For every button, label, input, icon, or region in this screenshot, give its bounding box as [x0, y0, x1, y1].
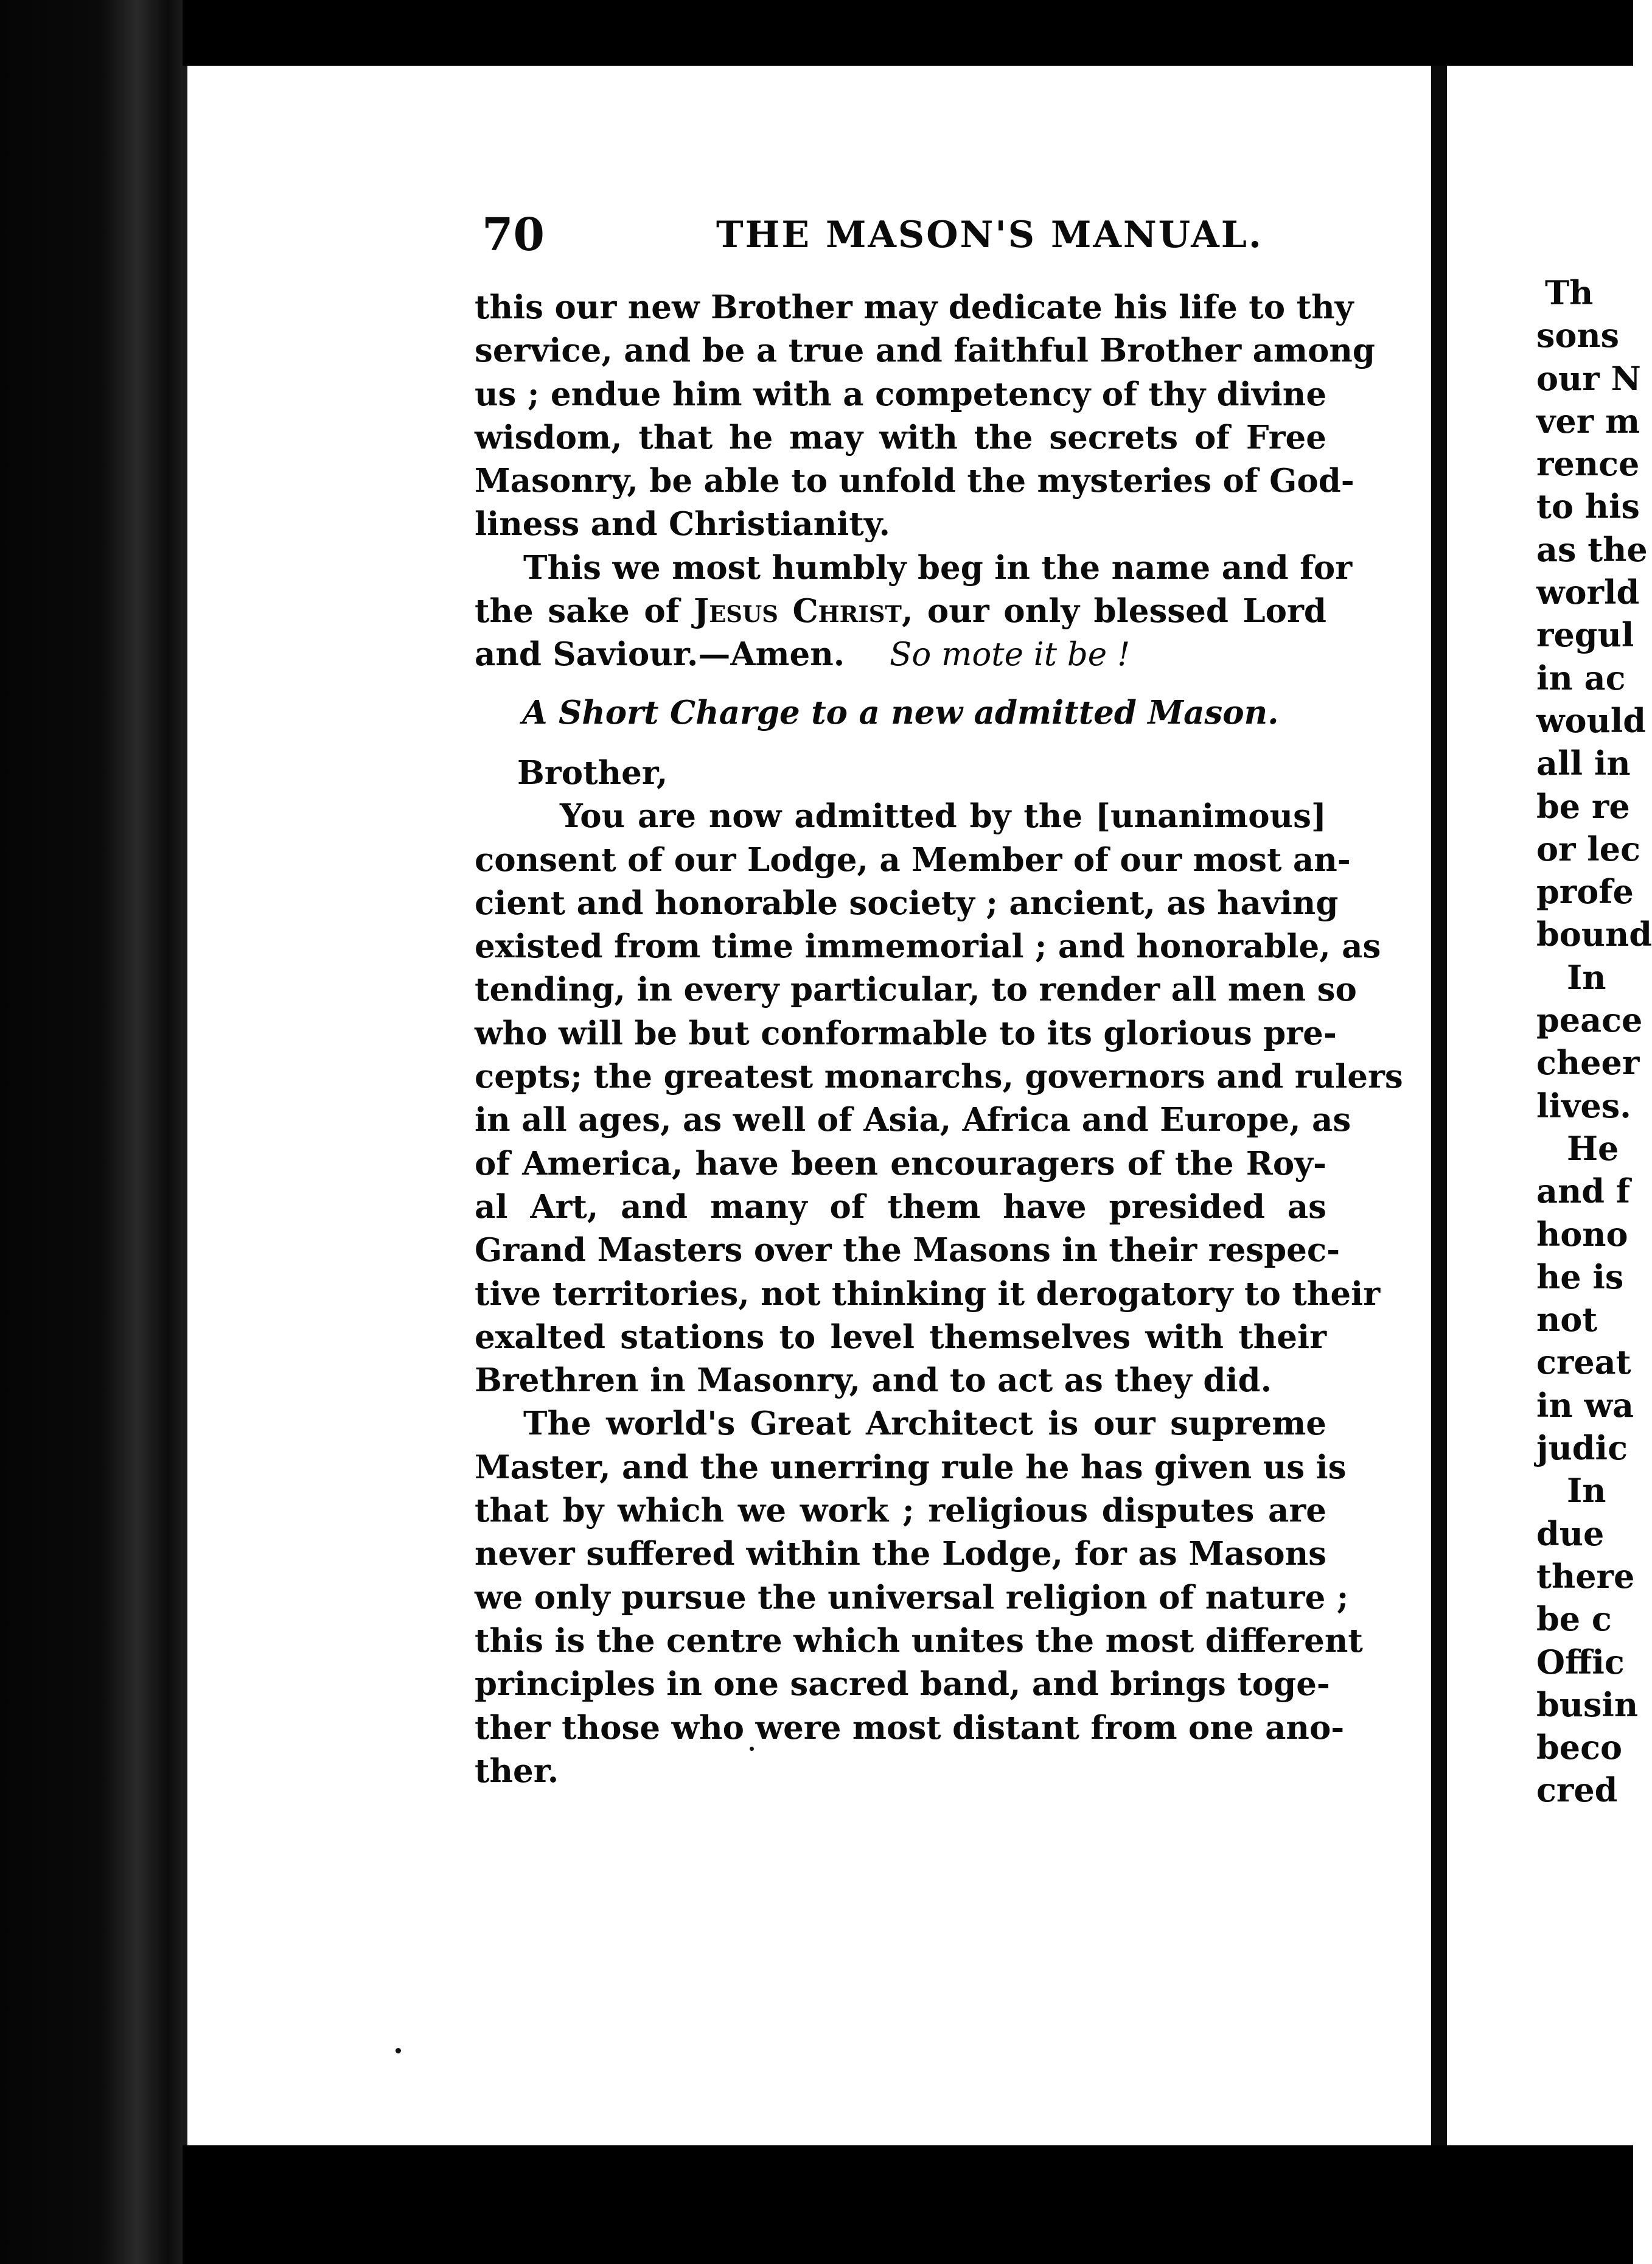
- facing-line: there: [1536, 1556, 1635, 1596]
- facing-line: not: [1536, 1300, 1598, 1340]
- facing-line: lives.: [1536, 1086, 1631, 1125]
- facing-line: he is: [1536, 1257, 1624, 1296]
- text-line: You are now admitted by the [unanimous]: [560, 797, 1326, 836]
- facing-line: Offic: [1536, 1642, 1625, 1682]
- text-line: wisdom, that he may with the secrets of Free: [475, 418, 1326, 456]
- text-line: [475, 633, 1326, 676]
- text-line: Brethren in Masonry, and to act as they did.: [475, 1361, 1272, 1400]
- ink-speck: [396, 2048, 401, 2053]
- text-line: This we most humbly beg in the name and for: [523, 548, 1353, 587]
- text-line: Master, and the unerring rule he has given us is: [475, 1448, 1347, 1486]
- text-line: in all ages, as well of Asia, Africa and Europe, as: [475, 1101, 1351, 1139]
- text-fragment: our only blessed Lord: [927, 592, 1326, 631]
- facing-line: in wa: [1536, 1385, 1634, 1425]
- text-line: exalted stations to level themselves with their: [475, 1318, 1326, 1356]
- text-line: we only pursue the universal religion of nature ;: [475, 1578, 1349, 1616]
- facing-line: In: [1567, 1471, 1606, 1511]
- text-line: this is the centre which unites the most different: [475, 1621, 1363, 1660]
- salutation: Brother,: [517, 753, 668, 792]
- facing-line: as the: [1536, 529, 1648, 569]
- facing-line: busin: [1536, 1685, 1639, 1724]
- text-line: service, and be a true and faithful Brother among: [475, 332, 1375, 370]
- prayer-closing: [475, 547, 1353, 677]
- text-fragment: and Saviour.—Amen.: [475, 635, 845, 674]
- main-text-block: [475, 286, 1403, 1793]
- text-line: tending, in every particular, to render all men so: [475, 971, 1357, 1009]
- text-line: who will be but conformable to its glorious pre-: [475, 1014, 1337, 1052]
- section-heading: A Short Charge to a new admitted Mason.: [522, 693, 1279, 732]
- book-gutter: [1431, 66, 1447, 2150]
- text-line: [475, 590, 1326, 633]
- text-line: ther those who were most distant from one ano-: [475, 1708, 1345, 1747]
- scan-bottom-border: [183, 2145, 1633, 2264]
- facing-line: world: [1536, 573, 1640, 612]
- facing-line: peace: [1536, 1001, 1643, 1040]
- facing-line: be re: [1536, 786, 1630, 826]
- facing-line: ver m: [1536, 401, 1640, 441]
- facing-line: our N: [1536, 358, 1641, 398]
- closing-italic: So mote it be !: [890, 636, 1131, 674]
- facing-line: cred: [1536, 1770, 1618, 1810]
- facing-page-text: [1536, 271, 1652, 1812]
- facing-line: creat: [1536, 1343, 1631, 1382]
- text-line: consent of our Lodge, a Member of our most an-: [475, 840, 1351, 879]
- facing-line: to his: [1536, 487, 1640, 526]
- scan-top-border: [183, 0, 1633, 73]
- facing-line: in ac: [1536, 658, 1626, 697]
- text-line: cient and honorable society ; ancient, as having: [475, 884, 1339, 922]
- charge-paragraph-2: [475, 1402, 1363, 1793]
- text-line: never suffered within the Lodge, for as Masons: [475, 1535, 1326, 1573]
- text-line: Masonry, be able to unfold the mysteries of God-: [475, 462, 1354, 500]
- text-line: that by which we work ; religious disputes are: [475, 1492, 1326, 1530]
- facing-line: cheer: [1536, 1043, 1640, 1083]
- facing-line: and f: [1536, 1172, 1631, 1211]
- page-number: 70: [482, 209, 545, 261]
- facing-line: He: [1567, 1128, 1619, 1168]
- book-binding-edge: [0, 0, 183, 2264]
- text-line: The world's Great Architect is our supreme: [523, 1405, 1326, 1443]
- text-line: existed from time immemorial ; and honorable, as: [475, 928, 1381, 966]
- text-line: liness and Christianity.: [475, 505, 890, 543]
- facing-line: or lec: [1536, 829, 1641, 868]
- facing-line: judic: [1536, 1428, 1628, 1468]
- running-head: [482, 211, 1322, 259]
- text-line: of America, have been encouragers of the Roy-: [475, 1144, 1326, 1183]
- text-line: us ; endue him with a competency of thy divine: [475, 375, 1327, 413]
- facing-line: profe: [1536, 872, 1634, 912]
- facing-line: would: [1536, 701, 1647, 740]
- charge-paragraph-1: [475, 795, 1403, 1402]
- facing-line: due: [1536, 1514, 1605, 1553]
- prayer-ending: [475, 286, 1375, 547]
- text-line: this our new Brother may dedicate his life to thy: [475, 288, 1354, 326]
- text-fragment: the sake of: [475, 592, 680, 631]
- facing-line: Th: [1545, 273, 1594, 312]
- facing-line: be c: [1536, 1599, 1612, 1639]
- name-small-caps: Jesus Christ,: [694, 592, 913, 631]
- facing-line: beco: [1536, 1728, 1623, 1767]
- facing-line: regul: [1536, 615, 1634, 655]
- text-line: Grand Masters over the Masons in their respec-: [475, 1231, 1340, 1270]
- running-title: THE MASON'S MANUAL.: [716, 214, 1263, 256]
- text-line: principles in one sacred band, and brings toge-: [475, 1665, 1330, 1703]
- facing-line: all in: [1536, 744, 1631, 783]
- facing-line: hono: [1536, 1214, 1628, 1254]
- facing-line: In: [1567, 957, 1606, 997]
- facing-line: rence: [1536, 444, 1640, 484]
- text-line: tive territories, not thinking it derogatory to their: [475, 1274, 1381, 1313]
- text-line: ther.: [475, 1752, 559, 1790]
- text-line: al Art, and many of them have presided as: [475, 1187, 1326, 1226]
- facing-line: sons: [1536, 316, 1620, 355]
- text-line: cepts; the greatest monarchs, governors and rulers: [475, 1058, 1403, 1096]
- facing-line: bound: [1536, 915, 1652, 954]
